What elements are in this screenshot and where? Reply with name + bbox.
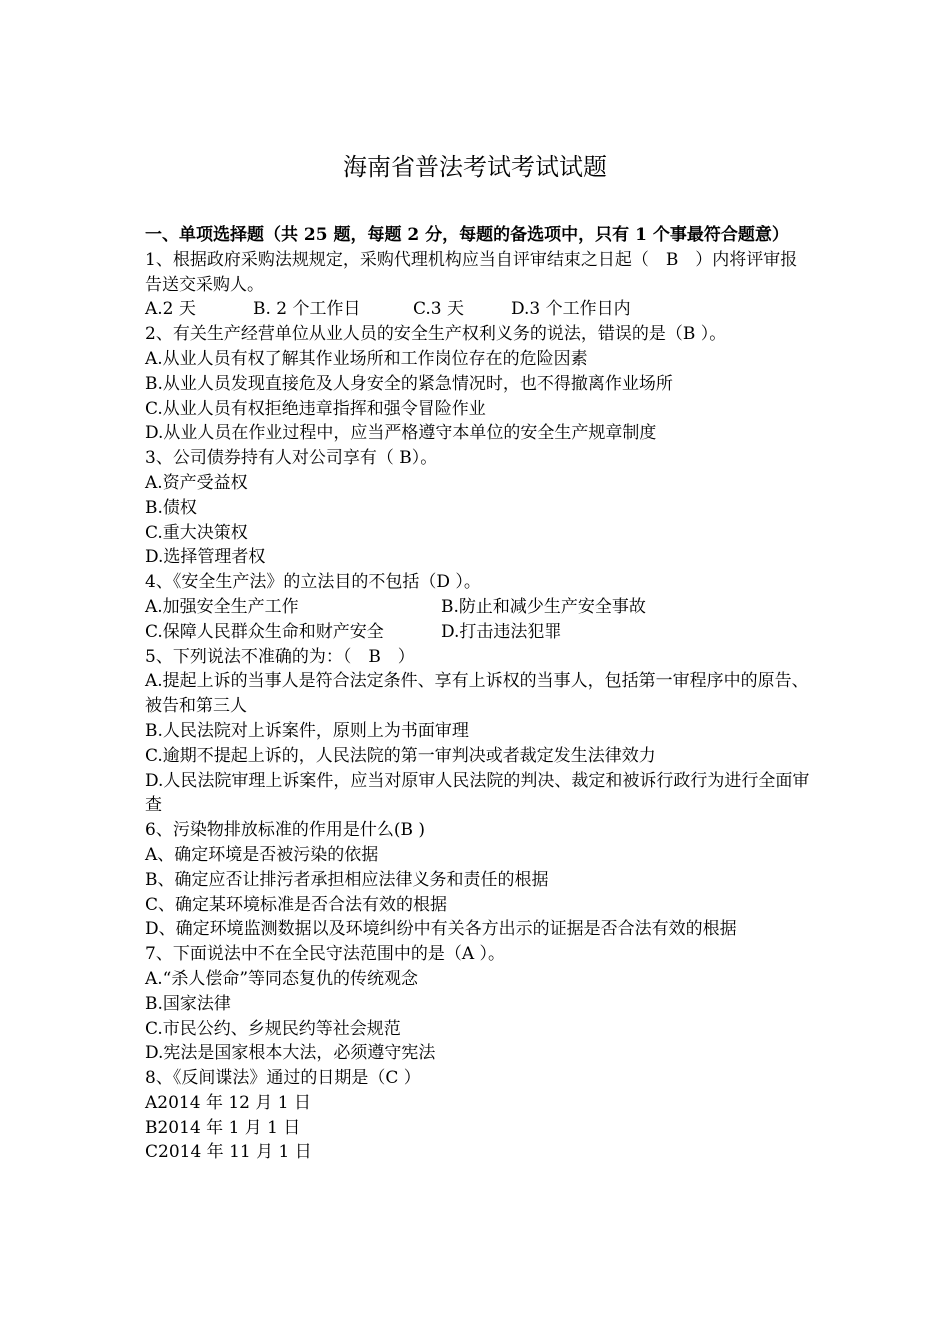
question-4-option-a: A.加强安全生产工作 <box>145 596 299 617</box>
question-7-option-d: D.宪法是国家根本大法，必须遵守宪法 <box>145 1043 436 1064</box>
question-4-options-row-1 <box>145 595 810 620</box>
question-7-option-c: C.市民公约、乡规民约等社会规范 <box>145 1018 401 1039</box>
question-8-option-c: C2014 年 11 月 1 日 <box>145 1142 312 1163</box>
question-4-option-d: D.打击违法犯罪 <box>441 621 562 642</box>
question-6-option-a: A、确定环境是否被污染的依据 <box>145 844 379 865</box>
page-title: 海南省普法考试考试试题 <box>343 153 607 181</box>
question-3-option-c: C.重大决策权 <box>145 522 248 543</box>
question-5-option-b: B.人民法院对上诉案件，原则上为书面审理 <box>145 720 469 741</box>
question-1-option-a: A.2 天 <box>145 299 196 320</box>
question-6-option-c: C、确定某环境标准是否合法有效的根据 <box>145 894 448 915</box>
question-6-stem: 6、污染物排放标准的作用是什么(B ) <box>145 820 425 841</box>
question-1-options <box>145 297 810 322</box>
question-4-option-b: B.防止和减少生产安全事故 <box>441 596 646 617</box>
question-3-option-b: B.债权 <box>145 497 197 518</box>
question-8-option-a: A2014 年 12 月 1 日 <box>145 1092 312 1113</box>
section-heading: 一、单项选择题（共 25 题，每题 2 分，每题的备选项中，只有 1 个事最符合题意） <box>145 225 789 245</box>
question-6-option-d: D、确定环境监测数据以及环境纠纷中有关各方出示的证据是否合法有效的根据 <box>145 919 737 940</box>
question-2-option-c: C.从业人员有权拒绝违章指挥和强令冒险作业 <box>145 398 486 419</box>
question-1-option-b: B. 2 个工作日 <box>253 299 361 320</box>
question-3-option-d: D.选择管理者权 <box>145 547 266 568</box>
question-5-stem: 5、下列说法不准确的为：（ B ） <box>145 646 415 667</box>
question-4-options-row-2 <box>145 620 810 645</box>
question-8-stem: 8、《反间谍法》通过的日期是（C ） <box>145 1068 421 1089</box>
question-4-stem: 4、《安全生产法》的立法目的不包括（D ）。 <box>145 572 481 593</box>
question-1-option-c: C.3 天 <box>413 299 465 320</box>
question-8-option-b: B2014 年 1 月 1 日 <box>145 1117 301 1138</box>
question-2-stem: 2、有关生产经营单位从业人员的安全生产权利义务的说法，错误的是（B ）。 <box>145 324 727 345</box>
question-7-option-b: B.国家法律 <box>145 993 231 1014</box>
question-1-stem: 1、根据政府采购法规规定，采购代理机构应当自评审结束之日起（ B ）内将评审报告送交采购人。 <box>145 249 798 295</box>
question-2-option-d: D.从业人员在作业过程中，应当严格遵守本单位的安全生产规章制度 <box>145 423 657 444</box>
document-body <box>145 223 810 1165</box>
question-5-option-a: A.提起上诉的当事人是符合法定条件、享有上诉权的当事人，包括第一审程序中的原告、被告和第三人 <box>145 671 809 717</box>
question-7-option-a: A.“杀人偿命”等同态复仇的传统观念 <box>145 968 419 989</box>
question-3-stem: 3、公司债券持有人对公司享有（ B）。 <box>145 448 438 469</box>
question-5-option-c: C.逾期不提起上诉的，人民法院的第一审判决或者裁定发生法律效力 <box>145 745 656 766</box>
question-4-option-c: C.保障人民群众生命和财产安全 <box>145 621 384 642</box>
question-7-stem: 7、下面说法中不在全民守法范围中的是（A ）。 <box>145 944 505 965</box>
question-2-option-b: B.从业人员发现直接危及人身安全的紧急情况时，也不得撤离作业场所 <box>145 373 673 394</box>
question-3-option-a: A.资产受益权 <box>145 472 248 493</box>
question-1-option-d: D.3 个工作日内 <box>511 299 631 320</box>
question-6-option-b: B、确定应否让排污者承担相应法律义务和责任的根据 <box>145 869 549 890</box>
question-5-option-d: D.人民法院审理上诉案件，应当对原审人民法院的判决、裁定和被诉行政行为进行全面审查 <box>145 770 810 816</box>
question-2-option-a: A.从业人员有权了解其作业场所和工作岗位存在的危险因素 <box>145 348 588 369</box>
